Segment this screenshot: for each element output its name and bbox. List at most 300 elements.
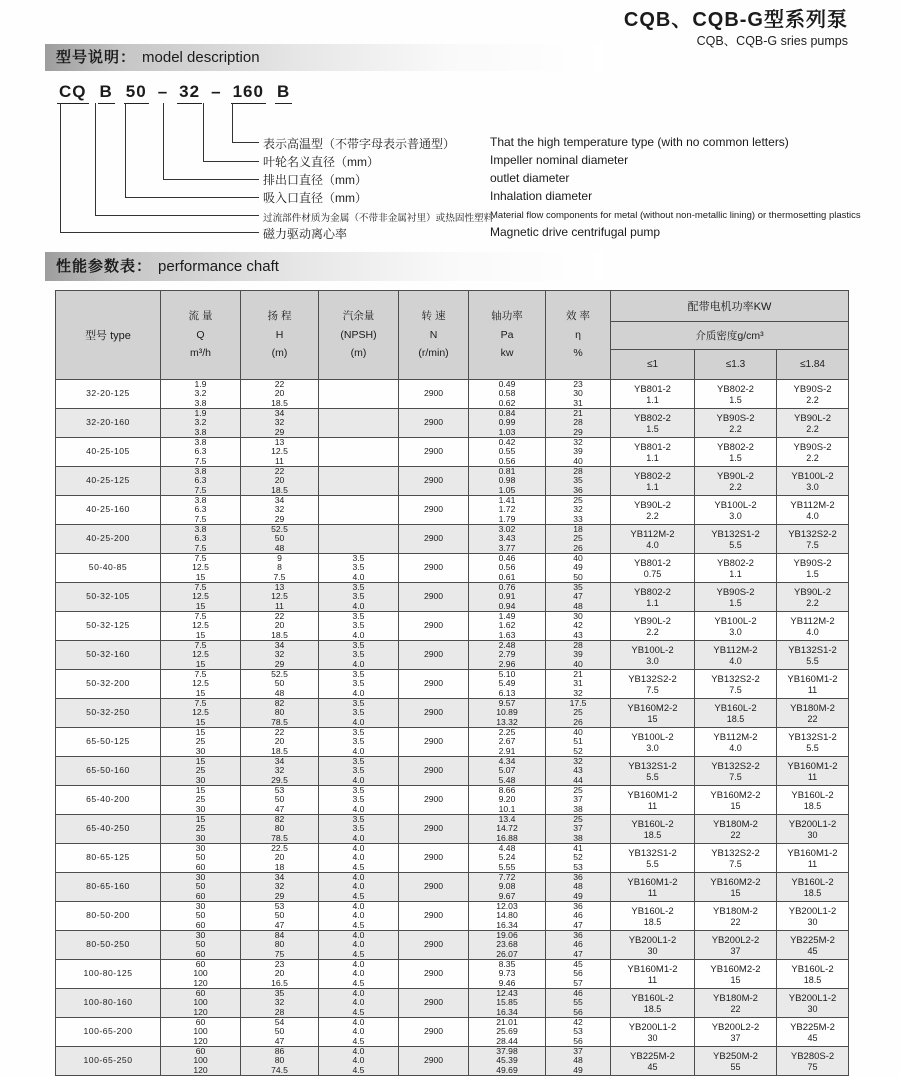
cell-motor: YB132S2-2 7.5: [695, 844, 777, 873]
table-row: [56, 496, 849, 525]
cell-motor: YB90L-2 2.2: [611, 612, 695, 641]
cell-motor: YB180M-2 22: [695, 902, 777, 931]
cell-efficiency: 21 31 32: [546, 670, 611, 699]
cell-flow: 15 25 30: [161, 815, 241, 844]
code-label-cn: 磁力驱动离心率: [263, 227, 348, 241]
col-header-type: 型号 type: [56, 291, 161, 380]
cell-npsh: 3.5 3.5 4.0: [319, 699, 399, 728]
table-row: [56, 467, 849, 496]
code-label-en: Material flow components for metal (without non-metallic lining) or thermosetting plastics: [490, 210, 861, 221]
cell-power: 5.10 5.49 6.13: [469, 670, 546, 699]
col-header-line: Q: [196, 328, 205, 341]
cell-motor: YB160M2-2 15: [695, 960, 777, 989]
cell-motor: YB100L-2 3.0: [611, 728, 695, 757]
cell-npsh: [319, 525, 399, 554]
cell-speed: 2900: [399, 670, 469, 699]
cell-npsh: 4.0 4.0 4.5: [319, 873, 399, 902]
cell-motor: YB90S-2 1.5: [777, 554, 849, 583]
table-row: [56, 1047, 849, 1076]
cell-model-type: 50-32-200: [56, 670, 161, 699]
table-row: [56, 815, 849, 844]
col-header-density-1-84: ≤1.84: [777, 350, 849, 380]
performance-table: [55, 290, 849, 1076]
cell-head: 22 20 18.5: [241, 467, 319, 496]
cell-power: 9.57 10.89 13.32: [469, 699, 546, 728]
table-row: [56, 844, 849, 873]
code-dash: –: [211, 82, 222, 101]
table-row: [56, 1018, 849, 1047]
cell-motor: YB802-2 1.5: [611, 409, 695, 438]
cell-model-type: 50-32-160: [56, 641, 161, 670]
cell-efficiency: 35 47 48: [546, 583, 611, 612]
cell-motor: YB802-2 1.1: [611, 467, 695, 496]
cell-npsh: 4.0 4.0 4.5: [319, 1018, 399, 1047]
cell-speed: 2900: [399, 641, 469, 670]
cell-motor: YB112M-2 4.0: [695, 641, 777, 670]
cell-npsh: 4.0 4.0 4.5: [319, 960, 399, 989]
table-row: [56, 699, 849, 728]
cell-speed: 2900: [399, 467, 469, 496]
cell-head: 13 12.5 11: [241, 583, 319, 612]
cell-motor: YB200L1-2 30: [611, 931, 695, 960]
cell-motor: YB90L-2 2.2: [611, 496, 695, 525]
cell-speed: 2900: [399, 554, 469, 583]
cell-model-type: 100-80-160: [56, 989, 161, 1018]
cell-flow: 3.8 6.3 7.5: [161, 467, 241, 496]
cell-flow: 1.9 3.2 3.8: [161, 409, 241, 438]
cell-motor: YB160M1-2 11: [611, 786, 695, 815]
cell-power: 8.35 9.73 9.46: [469, 960, 546, 989]
cell-motor: YB160M1-2 11: [777, 670, 849, 699]
cell-flow: 7.5 12.5 15: [161, 554, 241, 583]
cell-power: 7.72 9.08 9.67: [469, 873, 546, 902]
table-row: [56, 902, 849, 931]
cell-efficiency: 28 35 36: [546, 467, 611, 496]
col-header-speed: [399, 291, 469, 380]
cell-motor: YB132S1-2 5.5: [695, 525, 777, 554]
cell-npsh: 3.5 3.5 4.0: [319, 728, 399, 757]
cell-motor: YB802-2 1.1: [611, 583, 695, 612]
cell-model-type: 65-50-125: [56, 728, 161, 757]
cell-motor: YB90S-2 2.2: [695, 409, 777, 438]
cell-motor: YB90S-2 2.2: [777, 380, 849, 409]
cell-efficiency: 25 37 38: [546, 815, 611, 844]
cell-npsh: 4.0 4.0 4.5: [319, 931, 399, 960]
cell-power: 12.43 15.85 16.34: [469, 989, 546, 1018]
cell-motor: YB132S1-2 5.5: [777, 728, 849, 757]
cell-head: 53 50 47: [241, 902, 319, 931]
cell-motor: YB160M2-2 15: [695, 873, 777, 902]
table-row: [56, 757, 849, 786]
cell-motor: YB180M-2 22: [695, 989, 777, 1018]
cell-npsh: [319, 496, 399, 525]
model-code: [57, 82, 301, 104]
col-header-medium-density: 介质密度g/cm³: [611, 322, 849, 350]
cell-flow: 60 100 120: [161, 960, 241, 989]
page-title: CQB、CQB-G型系列泵: [623, 9, 848, 31]
cell-motor: YB200L2-2 37: [695, 931, 777, 960]
cell-motor: YB132S1-2 5.5: [777, 641, 849, 670]
cell-model-type: 50-32-105: [56, 583, 161, 612]
cell-npsh: 3.5 3.5 4.0: [319, 554, 399, 583]
cell-efficiency: 32 43 44: [546, 757, 611, 786]
col-header-line: η: [575, 328, 581, 341]
cell-head: 34 32 29.5: [241, 757, 319, 786]
table-row: [56, 380, 849, 409]
cell-power: 8.66 9.20 10.1: [469, 786, 546, 815]
cell-head: 53 50 47: [241, 786, 319, 815]
col-header-npsh: [319, 291, 399, 380]
col-header-line: Pa: [500, 328, 514, 341]
code-part-material: B: [98, 82, 115, 104]
cell-efficiency: 28 39 40: [546, 641, 611, 670]
code-part-outlet: 32: [177, 82, 202, 104]
cell-motor: YB180M-2 22: [777, 699, 849, 728]
cell-npsh: 4.0 4.0 4.5: [319, 902, 399, 931]
cell-motor: YB100L-2 3.0: [695, 612, 777, 641]
section-heading-model-description: [45, 44, 604, 71]
cell-efficiency: 45 56 57: [546, 960, 611, 989]
cell-power: 3.02 3.43 3.77: [469, 525, 546, 554]
cell-efficiency: 37 48 49: [546, 1047, 611, 1076]
cell-head: 35 32 28: [241, 989, 319, 1018]
cell-power: 0.42 0.55 0.56: [469, 438, 546, 467]
cell-motor: YB225M-2 45: [777, 1018, 849, 1047]
cell-flow: 7.5 12.5 15: [161, 612, 241, 641]
cell-model-type: 100-80-125: [56, 960, 161, 989]
cell-flow: 7.5 12.5 15: [161, 670, 241, 699]
cell-model-type: 65-50-160: [56, 757, 161, 786]
cell-efficiency: 46 55 56: [546, 989, 611, 1018]
cell-power: 2.48 2.79 2.96: [469, 641, 546, 670]
cell-motor: YB801-2 0.75: [611, 554, 695, 583]
cell-model-type: 80-65-125: [56, 844, 161, 873]
cell-motor: YB801-2 1.1: [611, 380, 695, 409]
cell-npsh: [319, 409, 399, 438]
cell-npsh: [319, 438, 399, 467]
cell-power: 12.03 14.80 16.34: [469, 902, 546, 931]
cell-head: 86 80 74.5: [241, 1047, 319, 1076]
cell-efficiency: 42 53 56: [546, 1018, 611, 1047]
col-header-efficiency: [546, 291, 611, 380]
cell-power: 19.06 23.68 26.07: [469, 931, 546, 960]
cell-motor: YB112M-2 4.0: [777, 612, 849, 641]
code-label-cn: 排出口直径（mm）: [263, 173, 367, 187]
code-label-en: outlet diameter: [490, 171, 570, 185]
cell-motor: YB200L1-2 30: [777, 902, 849, 931]
cell-motor: YB100L-2 3.0: [777, 467, 849, 496]
page-subtitle: CQB、CQB-G sries pumps: [696, 34, 848, 48]
cell-npsh: 3.5 3.5 4.0: [319, 641, 399, 670]
cell-efficiency: 21 28 29: [546, 409, 611, 438]
cell-power: 37.98 45.39 49.69: [469, 1047, 546, 1076]
cell-motor: YB160L-2 18.5: [777, 873, 849, 902]
section-heading-cn: 型号说明：: [56, 49, 137, 66]
cell-motor: YB160L-2 18.5: [777, 960, 849, 989]
col-header-line: m³/h: [190, 347, 211, 360]
cell-flow: 3.8 6.3 7.5: [161, 525, 241, 554]
cell-model-type: 50-40-85: [56, 554, 161, 583]
cell-speed: 2900: [399, 583, 469, 612]
code-part-impeller: 160: [231, 82, 266, 104]
cell-power: 0.76 0.91 0.94: [469, 583, 546, 612]
table-row: [56, 931, 849, 960]
cell-flow: 30 50 60: [161, 873, 241, 902]
performance-table-body: [56, 380, 849, 1076]
cell-head: 52.5 50 48: [241, 525, 319, 554]
cell-power: 4.48 5.24 5.55: [469, 844, 546, 873]
cell-head: 34 32 29: [241, 409, 319, 438]
cell-head: 82 80 78.5: [241, 699, 319, 728]
cell-motor: YB132S2-2 7.5: [611, 670, 695, 699]
cell-model-type: 80-50-200: [56, 902, 161, 931]
cell-speed: 2900: [399, 931, 469, 960]
cell-speed: 2900: [399, 786, 469, 815]
cell-head: 54 50 47: [241, 1018, 319, 1047]
cell-npsh: 3.5 3.5 4.0: [319, 583, 399, 612]
section-heading-en: performance chaft: [158, 258, 279, 275]
code-label-en: That the high temperature type (with no common letters): [490, 135, 789, 149]
cell-efficiency: 36 46 47: [546, 902, 611, 931]
cell-head: 82 80 78.5: [241, 815, 319, 844]
cell-model-type: 50-32-125: [56, 612, 161, 641]
cell-motor: YB132S1-2 5.5: [611, 844, 695, 873]
cell-efficiency: 23 30 31: [546, 380, 611, 409]
table-row: [56, 728, 849, 757]
cell-power: 0.49 0.58 0.62: [469, 380, 546, 409]
cell-motor: YB200L1-2 30: [777, 989, 849, 1018]
cell-speed: 2900: [399, 757, 469, 786]
cell-head: 34 32 29: [241, 496, 319, 525]
cell-motor: YB802-2 1.5: [695, 380, 777, 409]
section-heading-cn: 性能参数表：: [56, 258, 153, 275]
table-row: [56, 583, 849, 612]
cell-motor: YB90L-2 2.2: [777, 583, 849, 612]
cell-head: 34 32 29: [241, 873, 319, 902]
cell-efficiency: 40 51 52: [546, 728, 611, 757]
col-header-line: N: [429, 328, 438, 341]
cell-motor: YB132S2-2 7.5: [777, 525, 849, 554]
cell-model-type: 80-50-250: [56, 931, 161, 960]
cell-speed: 2900: [399, 989, 469, 1018]
cell-efficiency: 25 37 38: [546, 786, 611, 815]
cell-motor: YB160L-2 18.5: [695, 699, 777, 728]
cell-npsh: 3.5 3.5 4.0: [319, 757, 399, 786]
cell-flow: 3.8 6.3 7.5: [161, 438, 241, 467]
cell-motor: YB112M-2 4.0: [777, 496, 849, 525]
table-row: [56, 409, 849, 438]
cell-head: 34 32 29: [241, 641, 319, 670]
table-row: [56, 786, 849, 815]
table-header: [56, 291, 849, 380]
cell-motor: YB100L-2 3.0: [611, 641, 695, 670]
cell-efficiency: 30 42 43: [546, 612, 611, 641]
cell-efficiency: 41 52 53: [546, 844, 611, 873]
cell-flow: 3.8 6.3 7.5: [161, 496, 241, 525]
connector-line: [232, 103, 259, 143]
cell-speed: 2900: [399, 728, 469, 757]
code-label-cn: 吸入口直径（mm）: [263, 191, 367, 205]
cell-efficiency: 25 32 33: [546, 496, 611, 525]
cell-efficiency: 18 25 26: [546, 525, 611, 554]
cell-efficiency: 40 49 50: [546, 554, 611, 583]
cell-model-type: 100-65-250: [56, 1047, 161, 1076]
col-header-line: %: [573, 347, 583, 360]
cell-speed: 2900: [399, 902, 469, 931]
col-header-line: 轴功率: [491, 310, 523, 323]
cell-flow: 30 50 60: [161, 931, 241, 960]
cell-motor: YB160M1-2 11: [777, 844, 849, 873]
cell-npsh: 3.5 3.5 4.0: [319, 786, 399, 815]
cell-motor: YB160M1-2 11: [611, 873, 695, 902]
cell-motor: YB200L1-2 30: [777, 815, 849, 844]
table-row: [56, 670, 849, 699]
cell-power: 2.25 2.67 2.91: [469, 728, 546, 757]
table-row: [56, 989, 849, 1018]
cell-motor: YB250M-2 55: [695, 1047, 777, 1076]
cell-motor: YB280S-2 75: [777, 1047, 849, 1076]
cell-power: 13.4 14.72 16.88: [469, 815, 546, 844]
code-label-en: Inhalation diameter: [490, 189, 593, 203]
cell-motor: YB160M1-2 11: [777, 757, 849, 786]
cell-power: 1.41 1.72 1.79: [469, 496, 546, 525]
cell-motor: YB112M-2 4.0: [695, 728, 777, 757]
cell-power: 0.81 0.98 1.05: [469, 467, 546, 496]
cell-speed: 2900: [399, 438, 469, 467]
col-header-line: (m): [350, 347, 367, 360]
cell-power: 0.46 0.56 0.61: [469, 554, 546, 583]
cell-motor: YB160M2-2 15: [695, 786, 777, 815]
code-label-cn: 过流部件材质为金属（不带非金属衬里）或热固性塑料: [263, 213, 494, 224]
cell-head: 22 20 18.5: [241, 612, 319, 641]
cell-model-type: 50-32-250: [56, 699, 161, 728]
cell-speed: 2900: [399, 815, 469, 844]
table-row: [56, 960, 849, 989]
code-dash: –: [157, 82, 169, 101]
cell-motor: YB801-2 1.1: [611, 438, 695, 467]
cell-speed: 2900: [399, 496, 469, 525]
col-header-line: (NPSH): [340, 328, 377, 341]
cell-speed: 2900: [399, 699, 469, 728]
code-part-inlet: 50: [124, 82, 149, 104]
cell-motor: YB200L1-2 30: [611, 1018, 695, 1047]
cell-flow: 60 100 120: [161, 989, 241, 1018]
cell-motor: YB132S2-2 7.5: [695, 670, 777, 699]
cell-speed: 2900: [399, 844, 469, 873]
cell-flow: 1.9 3.2 3.8: [161, 380, 241, 409]
cell-speed: 2900: [399, 1047, 469, 1076]
col-header-line: 效 率: [566, 310, 590, 323]
cell-motor: YB802-2 1.1: [695, 554, 777, 583]
cell-flow: 30 50 60: [161, 902, 241, 931]
cell-flow: 7.5 12.5 15: [161, 641, 241, 670]
cell-model-type: 65-40-200: [56, 786, 161, 815]
cell-efficiency: 17.5 25 26: [546, 699, 611, 728]
col-header-line: 转 速: [421, 310, 446, 323]
col-header-line: kw: [500, 347, 514, 360]
col-header-line: 扬 程: [267, 310, 292, 323]
cell-motor: YB90L-2 2.2: [777, 409, 849, 438]
cell-head: 9 8 7.5: [241, 554, 319, 583]
cell-motor: YB160M1-2 11: [611, 960, 695, 989]
code-label-cn: 叶轮名义直径（mm）: [263, 155, 379, 169]
cell-speed: 2900: [399, 612, 469, 641]
table-row: [56, 525, 849, 554]
cell-motor: YB802-2 1.5: [695, 438, 777, 467]
cell-npsh: 3.5 3.5 4.0: [319, 670, 399, 699]
cell-model-type: 40-25-160: [56, 496, 161, 525]
cell-npsh: 4.0 4.0 4.5: [319, 844, 399, 873]
code-part-temperature: B: [275, 82, 292, 104]
cell-speed: 2900: [399, 525, 469, 554]
cell-flow: 60 100 120: [161, 1018, 241, 1047]
cell-npsh: [319, 380, 399, 409]
cell-motor: YB225M-2 45: [777, 931, 849, 960]
cell-head: 23 20 16.5: [241, 960, 319, 989]
cell-flow: 30 50 60: [161, 844, 241, 873]
section-heading-en: model description: [142, 49, 260, 66]
table-row: [56, 612, 849, 641]
cell-motor: YB132S1-2 5.5: [611, 757, 695, 786]
cell-npsh: 4.0 4.0 4.5: [319, 989, 399, 1018]
cell-flow: 15 25 30: [161, 728, 241, 757]
cell-model-type: 32-20-160: [56, 409, 161, 438]
cell-flow: 60 100 120: [161, 1047, 241, 1076]
cell-model-type: 40-25-125: [56, 467, 161, 496]
cell-flow: 15 25 30: [161, 757, 241, 786]
col-header-motor-power-group: 配带电机功率KW: [611, 291, 849, 322]
table-row: [56, 438, 849, 467]
col-header-power: [469, 291, 546, 380]
cell-model-type: 40-25-200: [56, 525, 161, 554]
cell-motor: YB160L-2 18.5: [777, 786, 849, 815]
col-header-density-1: ≤1: [611, 350, 695, 380]
cell-model-type: 32-20-125: [56, 380, 161, 409]
col-header-line: 流 量: [188, 310, 213, 323]
table-row: [56, 873, 849, 902]
code-label-cn: 表示高温型（不带字母表示普通型）: [263, 137, 456, 151]
cell-efficiency: 36 48 49: [546, 873, 611, 902]
cell-speed: 2900: [399, 1018, 469, 1047]
cell-model-type: 80-65-160: [56, 873, 161, 902]
col-header-line: (r/min): [418, 347, 449, 360]
cell-motor: YB160M2-2 15: [611, 699, 695, 728]
cell-motor: YB160L-2 18.5: [611, 815, 695, 844]
col-header-flow: [161, 291, 241, 380]
cell-npsh: 3.5 3.5 4.0: [319, 815, 399, 844]
col-header-line: 汽余量: [342, 310, 375, 323]
cell-head: 22 20 18.5: [241, 380, 319, 409]
cell-head: 84 80 75: [241, 931, 319, 960]
cell-motor: YB112M-2 4.0: [611, 525, 695, 554]
cell-motor: YB90S-2 1.5: [695, 583, 777, 612]
cell-flow: 7.5 12.5 15: [161, 583, 241, 612]
cell-motor: YB100L-2 3.0: [695, 496, 777, 525]
cell-head: 22.5 20 18: [241, 844, 319, 873]
cell-flow: 7.5 12.5 15: [161, 699, 241, 728]
cell-npsh: 4.0 4.0 4.5: [319, 1047, 399, 1076]
code-label-en: Magnetic drive centrifugal pump: [490, 225, 661, 239]
cell-npsh: 3.5 3.5 4.0: [319, 612, 399, 641]
cell-efficiency: 36 46 47: [546, 931, 611, 960]
cell-efficiency: 32 39 40: [546, 438, 611, 467]
cell-speed: 2900: [399, 960, 469, 989]
cell-motor: YB180M-2 22: [695, 815, 777, 844]
col-header-density-1-3: ≤1.3: [695, 350, 777, 380]
cell-power: 0.84 0.99 1.03: [469, 409, 546, 438]
cell-npsh: [319, 467, 399, 496]
cell-motor: YB90L-2 2.2: [695, 467, 777, 496]
